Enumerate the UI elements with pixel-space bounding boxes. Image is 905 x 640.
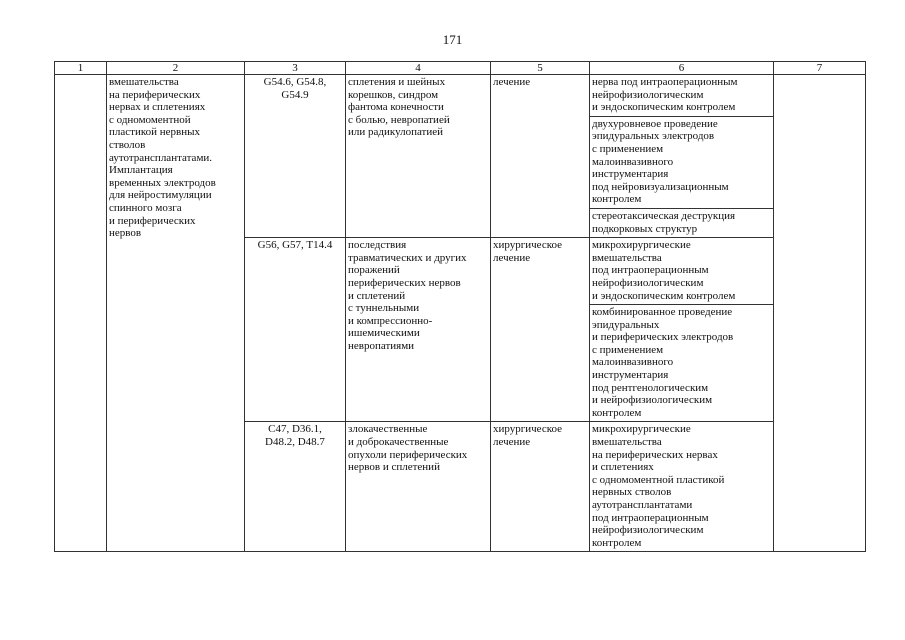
text-line: лечение (493, 436, 531, 449)
text-line: и компрессионно- (348, 314, 433, 327)
text-line: лечение (493, 76, 531, 88)
text-line: эпидуральных электродов (592, 130, 715, 143)
text-line: нервов и сплетений (348, 461, 440, 474)
text-line: ишемическими (348, 327, 420, 340)
text-line: с болью, невропатией (348, 113, 450, 126)
text-line: G54.6, G54.8, (263, 76, 327, 88)
text-line: нерва под интраоперационным (592, 76, 738, 88)
text-line: и эндоскопическим контролем (592, 101, 736, 114)
treatment-method-cell (590, 305, 774, 422)
text-line: и сплетений (348, 289, 406, 302)
treatment-type-cell (491, 422, 590, 552)
text-line: фантома конечности (348, 101, 444, 114)
text-line: стереотаксическая деструкция (592, 209, 736, 222)
text-line: нервных стволов (592, 486, 672, 499)
text-line: эпидуральных (592, 318, 660, 331)
column-number-7: 7 (774, 62, 866, 75)
text-line: опухоли периферических (348, 448, 468, 461)
treatment-method-cell (590, 238, 774, 305)
text-line: и сплетениях (592, 461, 654, 474)
text-line: G54.9 (281, 88, 309, 101)
text-line: нейрофизиологическим (592, 88, 704, 101)
text-line: и периферических (109, 214, 196, 227)
text-line: или радикулопатией (348, 126, 444, 139)
treatment-type-cell (491, 238, 590, 422)
text-line: травматических и других (348, 251, 467, 264)
text-line: контролем (592, 193, 642, 206)
text-line: нейрофизиологическим (592, 276, 704, 289)
text-line: малоинвазивного (592, 155, 674, 168)
condition-cell (346, 238, 491, 422)
text-line: аутотрансплантатами (592, 499, 693, 511)
text-line: для нейростимуляции (109, 189, 212, 202)
tariff-cell (774, 75, 866, 552)
text-line: C47, D36.1, (268, 423, 322, 436)
text-line: под рентгенологическим (592, 381, 709, 394)
column-number-6: 6 (590, 62, 774, 75)
text-line: контролем (592, 406, 642, 419)
text-line: нейрофизиологическим (592, 524, 704, 537)
text-line: инструментария (592, 369, 669, 382)
text-line: вмешательства (592, 436, 662, 449)
treatment-method-cell (590, 116, 774, 208)
text-line: и нейрофизиологическим (592, 394, 713, 407)
page-number: 171 (442, 32, 463, 47)
text-line: нервов (109, 227, 142, 240)
diagnosis-codes-cell (245, 422, 346, 552)
text-line: с применением (592, 343, 664, 356)
column-number-4: 4 (346, 62, 491, 75)
column-number-row (55, 62, 866, 75)
text-line: D48.2, D48.7 (265, 436, 325, 449)
treatment-method-cell (590, 75, 774, 117)
text-line: поражений (348, 264, 400, 277)
text-line: микрохирургические (592, 423, 691, 436)
text-line: спинного мозга (109, 201, 182, 214)
text-line: под интраоперационным (592, 264, 709, 277)
text-line: с туннельными (348, 302, 420, 315)
text-line: и эндоскопическим контролем (592, 289, 736, 302)
text-line: комбинированное проведение (592, 306, 733, 319)
text-line: и периферических электродов (592, 331, 734, 344)
text-line: на периферических нервах (592, 448, 718, 461)
text-line: инструментария (592, 168, 669, 181)
text-line: невропатиями (348, 339, 415, 352)
text-line: с одномоментной пластикой (592, 473, 725, 486)
text-line: и доброкачественные (348, 436, 449, 449)
column-number-2: 2 (107, 62, 245, 75)
text-line: под нейровизуализационным (592, 180, 729, 193)
text-line: вмешательства (109, 76, 179, 88)
text-line: подкорковых структур (592, 222, 698, 235)
table-row (55, 75, 866, 117)
treatment-type-cell (491, 75, 590, 238)
condition-cell (346, 75, 491, 238)
treatment-method-cell (590, 422, 774, 552)
text-line: пластикой нервных (109, 126, 200, 139)
text-line: последствия (348, 239, 407, 252)
text-line: стволов (109, 138, 146, 151)
text-line: лечение (493, 251, 531, 264)
text-line: на периферических (109, 88, 201, 101)
medical-care-table (54, 61, 866, 552)
condition-cell (346, 422, 491, 552)
text-line: Имплантация (109, 164, 173, 177)
intervention-type-cell (107, 75, 245, 552)
text-line: G56, G57, T14.4 (257, 239, 333, 252)
text-line: контролем (592, 536, 642, 549)
treatment-method-cell (590, 208, 774, 237)
text-line: корешков, синдром (348, 88, 439, 101)
text-line: малоинвазивного (592, 356, 674, 369)
column-number-5: 5 (491, 62, 590, 75)
text-line: с применением (592, 142, 664, 155)
column-number-1: 1 (55, 62, 107, 75)
text-line: злокачественные (348, 423, 428, 436)
text-line: нервах и сплетениях (109, 101, 206, 114)
diagnosis-codes-cell (245, 238, 346, 422)
text-line: хирургическое (493, 239, 563, 252)
row-number-cell (55, 75, 107, 552)
column-number-3: 3 (245, 62, 346, 75)
diagnosis-codes-cell (245, 75, 346, 238)
text-line: сплетения и шейных (348, 76, 446, 88)
text-line: временных электродов (109, 176, 216, 189)
text-line: с одномоментной (109, 113, 191, 126)
text-line: под интраоперационным (592, 511, 709, 524)
text-line: вмешательства (592, 251, 662, 264)
text-line: хирургическое (493, 423, 563, 436)
text-line: двухуровневое проведение (592, 117, 718, 130)
text-line: периферических нервов (348, 276, 461, 289)
text-line: микрохирургические (592, 239, 691, 252)
text-line: аутотрансплантатами. (109, 151, 213, 164)
